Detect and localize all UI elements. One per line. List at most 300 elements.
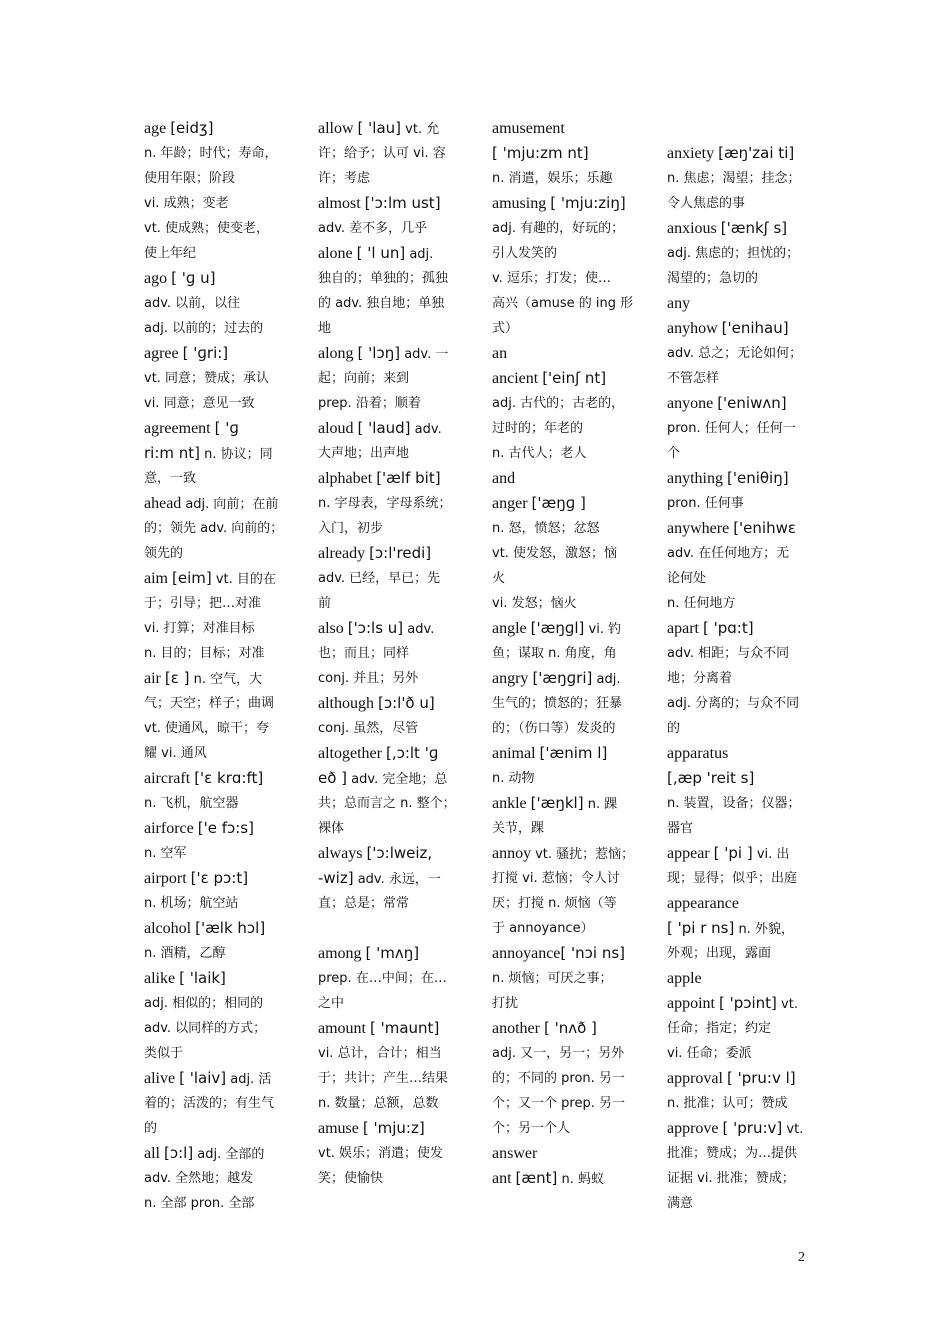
definition: 厌；打搅 n. 烦恼（等 — [492, 896, 617, 911]
entry-line — [318, 591, 468, 616]
phonetic: [ænt] — [515, 1169, 558, 1187]
definition: pron. 任何人；任何一 — [667, 421, 796, 436]
definition: n. 怒，愤怒；忿怒 — [492, 521, 600, 536]
definition: 外观；出现，露面 — [667, 946, 772, 961]
entry-line — [667, 1116, 817, 1141]
definition: 也；而且；同样 — [318, 646, 410, 661]
entry-line — [144, 266, 294, 291]
definition: n. 动物 — [492, 771, 535, 786]
headword: ancient — [492, 370, 543, 387]
phonetic: [ 'mju:ziŋ] — [550, 194, 626, 212]
entry-line — [144, 666, 294, 691]
definition: 高兴（amuse 的 ing 形 — [492, 296, 634, 311]
definition: 满意 — [667, 1196, 694, 1211]
phonetic: ['æŋɡri] — [532, 669, 593, 687]
definition: 引人发笑的 — [492, 246, 558, 261]
column-2 — [318, 116, 468, 1191]
definition: vi. 成熟；变老 — [144, 196, 229, 211]
entry-line — [318, 441, 468, 466]
headword: among — [318, 945, 366, 962]
headword: any — [667, 295, 691, 312]
definition: 打搅 vi. 惹恼；令人讨 — [492, 871, 620, 886]
headword: although — [318, 695, 378, 712]
definition: 任命；指定；约定 — [667, 1021, 772, 1036]
entry-line — [667, 541, 817, 566]
headword: and — [492, 470, 516, 487]
entry-line — [144, 241, 294, 266]
entry-line — [144, 1091, 294, 1116]
entry-line — [667, 591, 817, 616]
headword: alcohol — [144, 920, 196, 937]
entry-line — [318, 116, 468, 141]
phonetic: ['e fɔ:s] — [197, 819, 254, 837]
headword: anger — [492, 495, 532, 512]
entry-line — [492, 1091, 642, 1116]
entry-line — [144, 316, 294, 341]
entry-line — [667, 1016, 817, 1041]
entry-line — [667, 941, 817, 966]
entry-line — [667, 666, 817, 691]
definition: adj. 又一，另一；另外 — [492, 1046, 625, 1061]
entry-line — [667, 491, 817, 516]
entry-line — [667, 191, 817, 216]
entry-line — [144, 166, 294, 191]
entry-line — [144, 141, 294, 166]
entry-line — [667, 266, 817, 291]
definition: 证据 vi. 批准；赞成； — [667, 1171, 795, 1186]
headword: answer — [492, 1145, 538, 1162]
entry-line — [667, 241, 817, 266]
definition: 过时的；年老的 — [492, 421, 584, 436]
entry-line — [318, 1066, 468, 1091]
definition: 使用年限；阶段 — [144, 171, 236, 186]
entry-line — [492, 641, 642, 666]
definition: adv. 以同样的方式； — [144, 1021, 267, 1036]
entry-line — [667, 841, 817, 866]
phonetic: ['ɔ:lm ust] — [364, 194, 441, 212]
entry-line — [492, 891, 642, 916]
definition: adv. 一 — [400, 347, 449, 362]
definition: 地 — [318, 321, 332, 336]
definition: n. 装置，设备；仪器； — [667, 796, 801, 811]
definition: pron. 任何事 — [667, 496, 744, 511]
definition: conj. 并且；另外 — [318, 671, 419, 686]
definition: 许；考虑 — [318, 171, 371, 186]
entry-line — [667, 516, 817, 541]
entry-line — [492, 141, 642, 166]
entry-line — [492, 841, 642, 866]
entry-line — [144, 366, 294, 391]
headword: already — [318, 545, 370, 562]
entry-line — [667, 691, 817, 716]
definition: 关节，踝 — [492, 821, 545, 836]
phonetic: [ 'mʌŋ] — [365, 944, 420, 962]
definition: adv. 永远，一 — [353, 872, 441, 887]
entry-line — [144, 566, 294, 591]
entry-line — [667, 1041, 817, 1066]
definition: 不管怎样 — [667, 371, 720, 386]
entry-line — [667, 816, 817, 841]
entry-line — [144, 691, 294, 716]
entry-line — [318, 1116, 468, 1141]
definition: prep. 在…中间；在… — [318, 971, 447, 986]
phonetic: [ 'laik] — [179, 969, 226, 987]
entry-line — [144, 866, 294, 891]
definition: adv. 在任何地方；无 — [667, 546, 790, 561]
column-3 — [492, 116, 642, 1191]
entry-line — [667, 1066, 817, 1091]
entry-line — [144, 341, 294, 366]
entry-line — [492, 391, 642, 416]
headword: altogether — [318, 745, 386, 762]
entry-line — [667, 991, 817, 1016]
headword: appoint — [667, 995, 719, 1012]
entry-line — [144, 466, 294, 491]
definition: 直；总是；常常 — [318, 896, 410, 911]
entry-line — [144, 1116, 294, 1141]
entry-line — [144, 1016, 294, 1041]
phonetic: ['ɔ:lweiz, — [366, 844, 433, 862]
definition: n. 批准；认可；赞成 — [667, 1096, 788, 1111]
headword: apple — [667, 970, 702, 987]
definition: vt. 使发怒，激怒；恼 — [492, 546, 618, 561]
headword: an — [492, 345, 508, 362]
definition: vt. 允 — [401, 122, 440, 137]
headword: animal — [492, 745, 540, 762]
entry-line — [318, 416, 468, 441]
phonetic: [ 'pɔint] — [719, 994, 777, 1012]
phonetic: ['enihau] — [721, 319, 789, 337]
headword: ant — [492, 1170, 516, 1187]
definition: 大声地；出声地 — [318, 446, 410, 461]
definition: vt. 同意；赞成；承认 — [144, 371, 270, 386]
headword: all — [144, 1145, 164, 1162]
entry-line — [492, 266, 642, 291]
definition: 论何处 — [667, 571, 707, 586]
entry-line — [318, 816, 468, 841]
entry-line — [492, 966, 642, 991]
entry-line — [492, 1016, 642, 1041]
headword: anyone — [667, 395, 718, 412]
definition: adj. 相似的；相同的 — [144, 996, 264, 1011]
entry-line — [318, 716, 468, 741]
entry-line — [667, 766, 817, 791]
definition: adv. 差不多，几乎 — [318, 221, 428, 236]
definition: 个；另一个人 — [492, 1121, 571, 1136]
headword: ankle — [492, 795, 531, 812]
entry-line — [144, 441, 294, 466]
headword: agreement — [144, 420, 215, 437]
phonetic: [ɔ:l] — [164, 1144, 194, 1162]
definition: 之中 — [318, 996, 345, 1011]
phonetic: [ 'pru:v l] — [726, 1069, 796, 1087]
entry-line — [318, 1091, 468, 1116]
entry-line — [144, 1191, 294, 1216]
entry-line — [318, 866, 468, 891]
headword: amount — [318, 1020, 370, 1037]
entry-line — [318, 691, 468, 716]
definition: vi. 打算；对准目标 — [144, 621, 255, 636]
headword: annoyance — [492, 945, 561, 962]
entry-line — [144, 416, 294, 441]
entry-line — [144, 491, 294, 516]
definition: adj. 焦虑的；担忧的； — [667, 246, 800, 261]
entry-line — [492, 1141, 642, 1166]
entry-line — [492, 916, 642, 941]
entry-line — [492, 816, 642, 841]
phonetic: ri:m nt] — [144, 444, 201, 462]
phonetic: ['enihwɛ — [733, 519, 796, 537]
definition: 前 — [318, 596, 332, 611]
definition: vt. — [782, 1122, 804, 1137]
phonetic: [ 'pru:v] — [722, 1119, 783, 1137]
phonetic: [æŋ'zai ti] — [718, 144, 795, 162]
entry-line — [318, 666, 468, 691]
definition: adv. 完全地；总 — [347, 772, 448, 787]
definition: 渴望的；急切的 — [667, 271, 759, 286]
definition: n. 字母表，字母系统； — [318, 496, 452, 511]
headword: always — [318, 845, 367, 862]
entry-line — [667, 1191, 817, 1216]
phonetic: [,ɔ:lt 'ɡ — [385, 744, 439, 762]
entry-line — [318, 916, 468, 941]
entry-line — [144, 841, 294, 866]
definition: 的；领先 adv. 向前的； — [144, 521, 284, 536]
phonetic: [eim] — [172, 569, 212, 587]
definition: adj. 全部的 — [193, 1147, 265, 1162]
entry-line — [318, 541, 468, 566]
phonetic: [ 'pi ] — [713, 844, 753, 862]
phonetic: [ 'nɔi ns] — [560, 944, 626, 962]
phonetic: ['ænkʃ s] — [720, 219, 788, 237]
entry-line — [667, 966, 817, 991]
phonetic: [ 'pɑ:t] — [702, 619, 754, 637]
definition: 令人焦虑的事 — [667, 196, 746, 211]
entry-line — [144, 541, 294, 566]
headword: approval — [667, 1070, 727, 1087]
definition: adv. 全然地；越发 — [144, 1171, 254, 1186]
definition: n. 外貌， — [734, 922, 794, 937]
definition: vi. 总计，合计；相当 — [318, 1046, 442, 1061]
entry-line — [144, 391, 294, 416]
entry-line — [318, 516, 468, 541]
entry-line — [318, 841, 468, 866]
definition: adj. 向前；在前 — [185, 497, 279, 512]
entry-line — [144, 891, 294, 916]
headword: almost — [318, 195, 365, 212]
entry-line — [667, 566, 817, 591]
entry-line — [667, 116, 817, 141]
phonetic: ['ɛ krɑ:ft] — [194, 769, 264, 787]
phonetic: eð ] — [318, 769, 348, 787]
entry-line — [144, 791, 294, 816]
definition: 个 — [667, 446, 681, 461]
entry-line — [318, 241, 468, 266]
entry-line — [144, 1066, 294, 1091]
definition: 共；总而言之 n. 整个； — [318, 796, 456, 811]
phonetic: -wiz] — [318, 869, 354, 887]
phonetic: [ 'pi r ns] — [667, 919, 735, 937]
definition: n. 空军 — [144, 846, 187, 861]
headword: alphabet — [318, 470, 377, 487]
phonetic: ['eniθiŋ] — [727, 469, 789, 487]
headword: appearance — [667, 895, 739, 912]
headword: amusement — [492, 120, 565, 137]
entry-line — [318, 566, 468, 591]
entry-line — [492, 366, 642, 391]
definition: adj. 活 — [226, 1072, 272, 1087]
headword: air — [144, 670, 165, 687]
headword: appear — [667, 845, 714, 862]
phonetic: [eidʒ] — [170, 119, 214, 137]
definition: vi. 同意；意见一致 — [144, 396, 255, 411]
entry-line — [318, 191, 468, 216]
entry-line — [144, 766, 294, 791]
headword: annoy — [492, 845, 536, 862]
headword: amuse — [318, 1120, 363, 1137]
entry-line — [318, 991, 468, 1016]
phonetic: ['æŋɡl] — [530, 619, 585, 637]
definition: 的 — [144, 1121, 158, 1136]
definition: 笑；使愉快 — [318, 1171, 384, 1186]
definition: vt. 使成熟；使变老， — [144, 221, 270, 236]
entry-line — [667, 141, 817, 166]
entry-line — [667, 1141, 817, 1166]
phonetic: [ 'lɔŋ] — [357, 344, 401, 362]
entry-line — [492, 1066, 642, 1091]
entry-line — [492, 1116, 642, 1141]
definition: n. 烦恼；可厌之事； — [492, 971, 613, 986]
entry-line — [144, 641, 294, 666]
entry-line — [318, 766, 468, 791]
entry-line — [144, 716, 294, 741]
definition: 地；分离着 — [667, 671, 733, 686]
headword: anyhow — [667, 320, 722, 337]
entry-line — [667, 1166, 817, 1191]
definition: vi. 任命；委派 — [667, 1046, 752, 1061]
definition: 的；不同的 pron. 另一 — [492, 1071, 625, 1086]
entry-line — [492, 291, 642, 316]
definition: n. 任何地方 — [667, 596, 736, 611]
entry-line — [144, 816, 294, 841]
entry-line — [492, 1041, 642, 1066]
definition: n. 飞机，航空器 — [144, 796, 239, 811]
entry-line — [144, 741, 294, 766]
entry-line — [318, 366, 468, 391]
phonetic: ['ænim l] — [539, 744, 608, 762]
entry-line — [667, 416, 817, 441]
entry-line — [492, 166, 642, 191]
definition: adj. 有趣的，好玩的； — [492, 221, 625, 236]
definition: n. 全部 pron. 全部 — [144, 1196, 255, 1211]
headword: angle — [492, 620, 531, 637]
headword: amusing — [492, 195, 551, 212]
entry-line — [492, 541, 642, 566]
entry-line — [318, 941, 468, 966]
entry-line — [144, 616, 294, 641]
entry-line — [144, 116, 294, 141]
entry-line — [318, 391, 468, 416]
definition: 的；（伤口等）发炎的 — [492, 721, 616, 736]
entry-line — [492, 741, 642, 766]
entry-line — [144, 591, 294, 616]
definition: 生气的；愤怒的；狂暴 — [492, 696, 623, 711]
phonetic: [ 'ɡ — [214, 419, 239, 437]
definition: 领先的 — [144, 546, 184, 561]
entry-line — [492, 491, 642, 516]
definition: n. 酒精，乙醇 — [144, 946, 226, 961]
entry-line — [492, 791, 642, 816]
definition: n. 目的；目标；对准 — [144, 646, 265, 661]
entry-line — [667, 441, 817, 466]
entry-line — [667, 291, 817, 316]
definition: n. 踝 — [583, 797, 618, 812]
definition: 打扰 — [492, 996, 519, 1011]
entry-line — [318, 141, 468, 166]
headword: airforce — [144, 820, 198, 837]
phonetic: [ 'ɡri:] — [182, 344, 229, 362]
entry-line — [492, 616, 642, 641]
definition: n. 焦虑；渴望；挂念； — [667, 171, 801, 186]
entry-line — [318, 1141, 468, 1166]
headword: alive — [144, 1070, 180, 1087]
definition: 鱼；谋取 n. 角度，角 — [492, 646, 617, 661]
definition: adv. — [410, 422, 442, 437]
headword: anything — [667, 470, 727, 487]
definition: 着的；活泼的；有生气 — [144, 1096, 275, 1111]
phonetic: ['ælk hɔl] — [195, 919, 266, 937]
entry-line — [144, 966, 294, 991]
definition: prep. 沿着；顺着 — [318, 396, 421, 411]
definition: 许；给予；认可 vi. 容 — [318, 146, 446, 161]
entry-line — [492, 441, 642, 466]
entry-line — [318, 641, 468, 666]
headword: ago — [144, 270, 172, 287]
phonetic: [ 'l un] — [356, 244, 406, 262]
definition: vi. 发怒；恼火 — [492, 596, 577, 611]
definition: n. 年龄；时代；寿命， — [144, 146, 278, 161]
entry-line — [667, 741, 817, 766]
entry-line — [318, 316, 468, 341]
entry-line — [318, 1041, 468, 1066]
definition: n. 古代人；老人 — [492, 446, 587, 461]
entry-line — [144, 941, 294, 966]
headword: airport — [144, 870, 191, 887]
entry-line — [667, 316, 817, 341]
phonetic: ['æŋɡ ] — [531, 494, 586, 512]
entry-line — [144, 516, 294, 541]
definition: 类似于 — [144, 1046, 184, 1061]
entry-line — [667, 341, 817, 366]
entry-line — [492, 591, 642, 616]
entry-line — [667, 366, 817, 391]
phonetic: [ 'lau] — [357, 119, 402, 137]
entry-line — [492, 216, 642, 241]
headword: alike — [144, 970, 180, 987]
phonetic: ['æŋkl] — [530, 794, 584, 812]
headword: ahead — [144, 495, 186, 512]
definition: 现；显得；似乎；出庭 — [667, 871, 798, 886]
definition: adv. 已经，早已；先 — [318, 571, 441, 586]
definition: vt. — [776, 997, 798, 1012]
entry-line — [492, 941, 642, 966]
phonetic: ['eniwʌn] — [717, 394, 787, 412]
definition: vi. 出 — [752, 847, 790, 862]
definition: 火 — [492, 571, 506, 586]
entry-line — [667, 641, 817, 666]
definition: 批准；赞成；为…提供 — [667, 1146, 798, 1161]
headword: aloud — [318, 420, 358, 437]
